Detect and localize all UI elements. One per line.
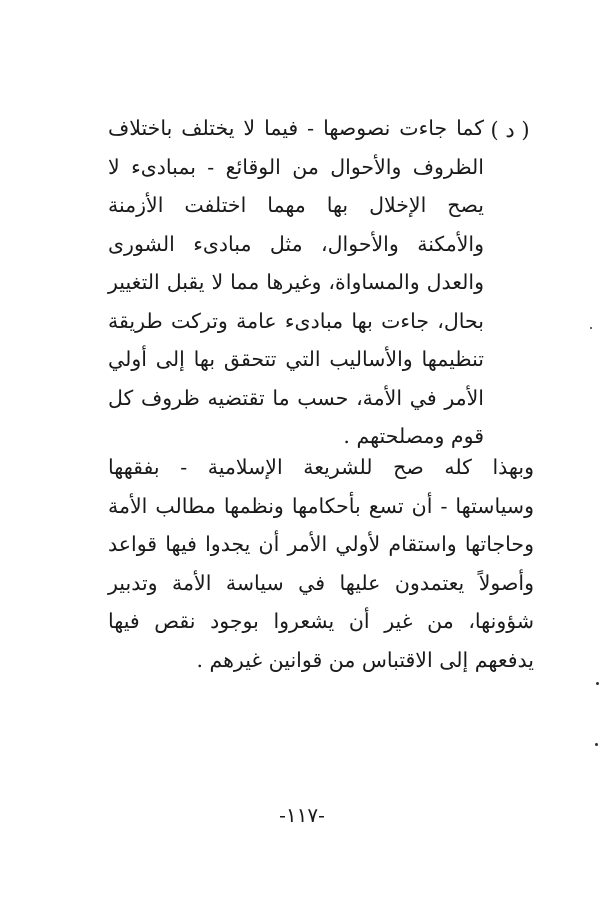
scan-speck (596, 682, 599, 685)
scan-speck (590, 327, 592, 329)
page-number: -١١٧- (279, 803, 325, 827)
paragraph-2: وبهذا كله صح للشريعة الإسلامية - بفقهها وسياستها - أن تسع بأحكامها ونظمها مطالب الأمة وحاجاتها واستقام لأولي الأمر أن يجدوا فيها قواعد وأصولاً يعتمدون عليها في سياسة الأمة وتدبير شؤونها، من غير أن يشعروا بوجود نقص فيها يدفعهم إلى الاقتباس من قوانين غيرهم . (108, 455, 534, 672)
item-marker: ( د ) (490, 118, 530, 142)
paragraph-1: كما جاءت نصوصها - فيما لا يختلف باختلاف الظروف والأحوال من الوقائع - بمبادىء لا يصح الإخلال بها مهما اختلفت الأزمنة والأمكنة والأحوال، مثل مبادىء الشورى والعدل والمساواة، وغيرها مما لا يقبل التغيير بحال، جاءت بها مبادىء عامة وتركت طريقة تنظيمها والأساليب التي تتحقق بها إلى أولي الأمر في الأمة، حسب ما تقتضيه ظروف كل قوم ومصلحتهم . (108, 116, 484, 448)
scan-speck (595, 743, 598, 746)
